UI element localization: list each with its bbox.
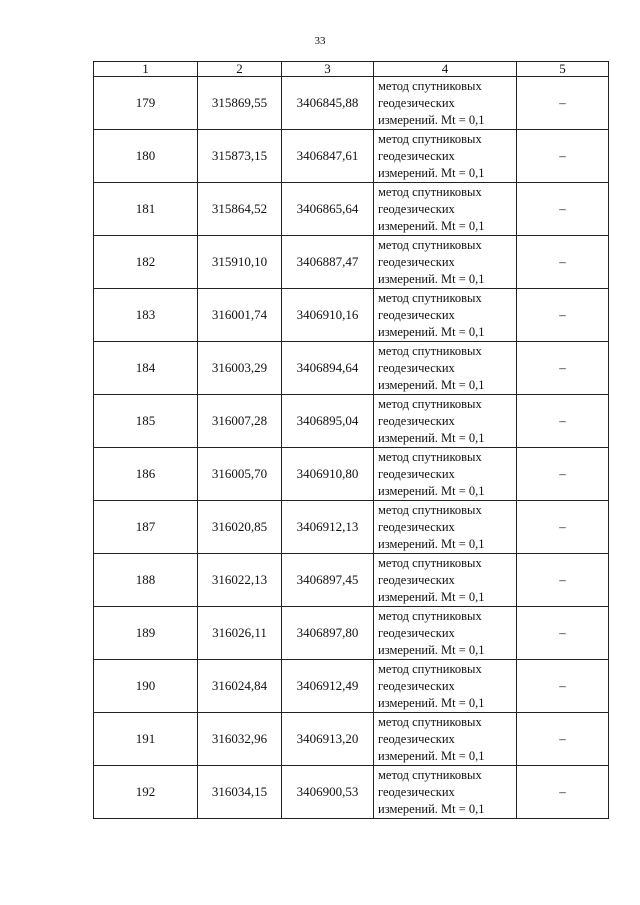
method-text-line: геодезических — [378, 201, 455, 216]
note-cell: – — [517, 342, 609, 395]
method-cell — [374, 660, 517, 713]
note-cell: – — [517, 448, 609, 501]
method-text-line: метод спутниковых — [378, 608, 482, 623]
note-cell: – — [517, 236, 609, 289]
point-number-cell: 192 — [94, 766, 198, 819]
table-row — [94, 395, 609, 448]
note-cell: – — [517, 766, 609, 819]
table-row — [94, 448, 609, 501]
table-body — [94, 77, 609, 819]
point-number-cell: 180 — [94, 130, 198, 183]
note-cell: – — [517, 607, 609, 660]
method-text-line: измерений. Mt = 0,1 — [378, 695, 485, 710]
method-text-line: геодезических — [378, 466, 455, 481]
method-text-line: измерений. Mt = 0,1 — [378, 430, 485, 445]
x-coordinate-cell: 316026,11 — [198, 607, 282, 660]
x-coordinate-cell: 316020,85 — [198, 501, 282, 554]
method-text-line: метод спутниковых — [378, 184, 482, 199]
point-number-cell: 190 — [94, 660, 198, 713]
note-cell: – — [517, 77, 609, 130]
x-coordinate-cell: 316034,15 — [198, 766, 282, 819]
method-text-line: измерений. Mt = 0,1 — [378, 377, 485, 392]
point-number-cell: 183 — [94, 289, 198, 342]
header-cell: 3 — [282, 62, 374, 77]
header-cell: 1 — [94, 62, 198, 77]
note-cell: – — [517, 289, 609, 342]
table-row — [94, 289, 609, 342]
y-coordinate-cell: 3406897,45 — [282, 554, 374, 607]
method-text-line: метод спутниковых — [378, 767, 482, 782]
method-text-line: измерений. Mt = 0,1 — [378, 642, 485, 657]
method-text-line: измерений. Mt = 0,1 — [378, 324, 485, 339]
method-text-line: измерений. Mt = 0,1 — [378, 483, 485, 498]
method-text-line: метод спутниковых — [378, 131, 482, 146]
table-row — [94, 501, 609, 554]
note-cell: – — [517, 183, 609, 236]
method-text-line: метод спутниковых — [378, 555, 482, 570]
method-text-line: геодезических — [378, 254, 455, 269]
table-row — [94, 236, 609, 289]
method-text-line: геодезических — [378, 572, 455, 587]
y-coordinate-cell: 3406887,47 — [282, 236, 374, 289]
point-number-cell: 187 — [94, 501, 198, 554]
method-cell — [374, 342, 517, 395]
method-text-line: метод спутниковых — [378, 661, 482, 676]
point-number-cell: 189 — [94, 607, 198, 660]
x-coordinate-cell: 316022,13 — [198, 554, 282, 607]
coordinates-table — [93, 61, 609, 819]
method-text-line: метод спутниковых — [378, 78, 482, 93]
table-row — [94, 183, 609, 236]
x-coordinate-cell: 316032,96 — [198, 713, 282, 766]
method-text-line: геодезических — [378, 95, 455, 110]
y-coordinate-cell: 3406900,53 — [282, 766, 374, 819]
header-cell: 2 — [198, 62, 282, 77]
method-text-line: измерений. Mt = 0,1 — [378, 801, 485, 816]
table-row — [94, 554, 609, 607]
method-text-line: измерений. Mt = 0,1 — [378, 589, 485, 604]
table-row — [94, 342, 609, 395]
table-row — [94, 660, 609, 713]
note-cell: – — [517, 501, 609, 554]
page-number: 33 — [314, 35, 326, 47]
method-cell — [374, 554, 517, 607]
method-text-line: геодезических — [378, 519, 455, 534]
method-cell — [374, 607, 517, 660]
method-cell — [374, 501, 517, 554]
method-cell — [374, 236, 517, 289]
y-coordinate-cell: 3406910,16 — [282, 289, 374, 342]
y-coordinate-cell: 3406845,88 — [282, 77, 374, 130]
method-text-line: измерений. Mt = 0,1 — [378, 165, 485, 180]
method-text-line: метод спутниковых — [378, 449, 482, 464]
method-text-line: метод спутниковых — [378, 343, 482, 358]
y-coordinate-cell: 3406895,04 — [282, 395, 374, 448]
method-text-line: геодезических — [378, 148, 455, 163]
note-cell: – — [517, 554, 609, 607]
note-cell: – — [517, 660, 609, 713]
method-text-line: геодезических — [378, 784, 455, 799]
note-cell: – — [517, 130, 609, 183]
point-number-cell: 186 — [94, 448, 198, 501]
x-coordinate-cell: 315864,52 — [198, 183, 282, 236]
method-text-line: геодезических — [378, 731, 455, 746]
x-coordinate-cell: 315869,55 — [198, 77, 282, 130]
y-coordinate-cell: 3406897,80 — [282, 607, 374, 660]
point-number-cell: 185 — [94, 395, 198, 448]
method-text-line: измерений. Mt = 0,1 — [378, 271, 485, 286]
table-row — [94, 130, 609, 183]
method-text-line: геодезических — [378, 413, 455, 428]
method-text-line: геодезических — [378, 678, 455, 693]
method-cell — [374, 183, 517, 236]
header-cell: 5 — [517, 62, 609, 77]
point-number-cell: 182 — [94, 236, 198, 289]
x-coordinate-cell: 316007,28 — [198, 395, 282, 448]
point-number-cell: 188 — [94, 554, 198, 607]
method-text-line: метод спутниковых — [378, 502, 482, 517]
method-text-line: измерений. Mt = 0,1 — [378, 112, 485, 127]
y-coordinate-cell: 3406865,64 — [282, 183, 374, 236]
x-coordinate-cell: 316024,84 — [198, 660, 282, 713]
x-coordinate-cell: 315910,10 — [198, 236, 282, 289]
y-coordinate-cell: 3406847,61 — [282, 130, 374, 183]
method-text-line: измерений. Mt = 0,1 — [378, 536, 485, 551]
x-coordinate-cell: 316003,29 — [198, 342, 282, 395]
note-cell: – — [517, 713, 609, 766]
y-coordinate-cell: 3406912,49 — [282, 660, 374, 713]
table-row — [94, 77, 609, 130]
point-number-cell: 181 — [94, 183, 198, 236]
method-text-line: геодезических — [378, 307, 455, 322]
method-cell — [374, 766, 517, 819]
method-text-line: геодезических — [378, 360, 455, 375]
y-coordinate-cell: 3406894,64 — [282, 342, 374, 395]
point-number-cell: 179 — [94, 77, 198, 130]
table-row — [94, 607, 609, 660]
method-cell — [374, 77, 517, 130]
table-row — [94, 713, 609, 766]
method-text-line: метод спутниковых — [378, 396, 482, 411]
method-cell — [374, 395, 517, 448]
table-row — [94, 766, 609, 819]
point-number-cell: 184 — [94, 342, 198, 395]
method-text-line: геодезических — [378, 625, 455, 640]
header-cell: 4 — [374, 62, 517, 77]
x-coordinate-cell: 315873,15 — [198, 130, 282, 183]
note-cell: – — [517, 395, 609, 448]
method-text-line: метод спутниковых — [378, 714, 482, 729]
method-text-line: измерений. Mt = 0,1 — [378, 218, 485, 233]
y-coordinate-cell: 3406912,13 — [282, 501, 374, 554]
method-text-line: метод спутниковых — [378, 290, 482, 305]
method-text-line: измерений. Mt = 0,1 — [378, 748, 485, 763]
y-coordinate-cell: 3406910,80 — [282, 448, 374, 501]
table-header-row — [94, 62, 609, 77]
method-cell — [374, 289, 517, 342]
method-text-line: метод спутниковых — [378, 237, 482, 252]
x-coordinate-cell: 316001,74 — [198, 289, 282, 342]
y-coordinate-cell: 3406913,20 — [282, 713, 374, 766]
x-coordinate-cell: 316005,70 — [198, 448, 282, 501]
method-cell — [374, 448, 517, 501]
method-cell — [374, 130, 517, 183]
point-number-cell: 191 — [94, 713, 198, 766]
method-cell — [374, 713, 517, 766]
